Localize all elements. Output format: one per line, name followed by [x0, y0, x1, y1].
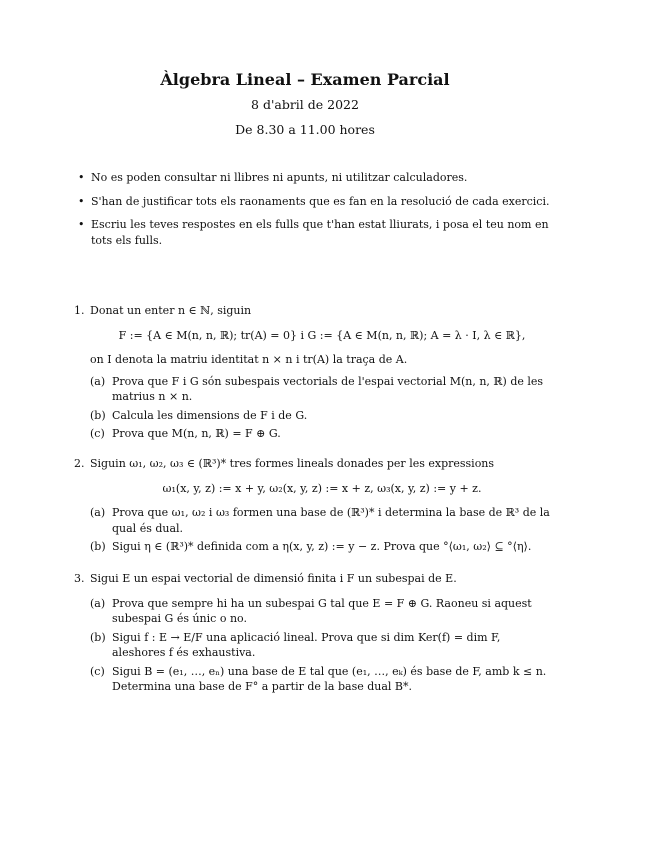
- part-text: Calcula les dimensions de F i de G.: [112, 408, 308, 422]
- instruction-text: S'han de justificar tots els raonaments que es fan en la resolució de cada exercici.: [91, 194, 550, 208]
- part-label: (a): [90, 374, 106, 388]
- question-part: [90, 630, 554, 661]
- question-number: 3.: [74, 572, 85, 585]
- part-label: (c): [90, 664, 105, 678]
- question-part: [90, 596, 554, 627]
- question-number: 1.: [74, 304, 85, 317]
- part-label: (b): [90, 630, 106, 644]
- question-3: [74, 571, 554, 698]
- bullet: •: [78, 171, 85, 184]
- question-1: [74, 303, 554, 445]
- bullet: •: [78, 194, 85, 208]
- question-parts: [74, 505, 554, 555]
- question-parts: [74, 374, 554, 442]
- part-label: (a): [90, 506, 106, 519]
- question-part: [90, 539, 554, 555]
- part-text: Prova que sempre hi ha un subespai G tal que E = F ⊕ G. Raoneu si aquest subespai G és únic o no.: [112, 596, 532, 625]
- page-title: Àlgebra Lineal – Examen Parcial: [160, 70, 450, 89]
- part-text: Prova que ω₁, ω₂ i ω₃ formen una base de (ℝ³)* i determina la base de ℝ³ de la qual és dual.: [112, 506, 550, 535]
- question-formula: ω₁(x, y, z) := x + y, ω₂(x, y, z) := x + z, ω₃(x, y, z) := y + z.: [162, 481, 482, 495]
- question-formula: F := {A ∈ M(n, n, ℝ); tr(A) = 0} i G := {A ∈ M(n, n, ℝ); A = λ · I, λ ∈ ℝ},: [118, 328, 526, 342]
- question-part: [90, 426, 554, 442]
- question-note: on I denota la matriu identitat n × n i tr(A) la traça de A.: [90, 353, 408, 366]
- part-label: (c): [90, 427, 105, 440]
- part-label: (b): [90, 408, 106, 422]
- question-part: [90, 505, 554, 536]
- question-stem: Sigui E un espai vectorial de dimensió finita i F un subespai de E.: [90, 572, 457, 585]
- part-label: (a): [90, 596, 106, 610]
- part-text: Sigui f : E → E/F una aplicació lineal. Prova que si dim Ker(f) = dim F, aleshores f és exhaustiva.: [112, 630, 501, 659]
- exam-date: 8 d'abril de 2022: [251, 97, 359, 112]
- question-part: [90, 664, 554, 695]
- question-stem: Donat un enter n ∈ ℕ, siguin: [90, 304, 252, 317]
- instruction-text: Escriu les teves respostes en els fulls que t'han estat lliurats, i posa el teu nom en tots els fulls.: [91, 218, 549, 247]
- instruction-text: No es poden consultar ni llibres ni apunts, ni utilitzar calculadores.: [91, 171, 468, 184]
- instruction-item: [78, 194, 553, 210]
- instruction-item: [78, 170, 553, 186]
- question-2: [74, 456, 554, 558]
- exam-hours: De 8.30 a 11.00 hores: [235, 122, 375, 137]
- part-text: Sigui η ∈ (ℝ³)* definida com a η(x, y, z) := y − z. Prova que °⟨ω₁, ω₂⟩ ⊆ °⟨η⟩.: [112, 540, 532, 553]
- question-stem: Siguin ω₁, ω₂, ω₃ ∈ (ℝ³)* tres formes lineals donades per les expressions: [90, 457, 495, 470]
- part-text: Sigui B = (e₁, …, eₙ) una base de E tal que (e₁, …, eₖ) és base de F, amb k ≤ n. Determina una base de F° a partir de la base dual B*.: [112, 664, 547, 693]
- instructions-list: [78, 170, 553, 256]
- instruction-item: [78, 217, 553, 248]
- question-part: [90, 374, 554, 405]
- question-parts: [74, 596, 554, 695]
- part-label: (b): [90, 540, 106, 553]
- question-part: [90, 408, 554, 424]
- bullet: •: [78, 218, 85, 231]
- part-text: Prova que M(n, n, ℝ) = F ⊕ G.: [112, 427, 281, 440]
- question-number: 2.: [74, 457, 85, 470]
- part-text: Prova que F i G són subespais vectorials de l'espai vectorial M(n, n, ℝ) de les matrius n × n.: [112, 374, 544, 403]
